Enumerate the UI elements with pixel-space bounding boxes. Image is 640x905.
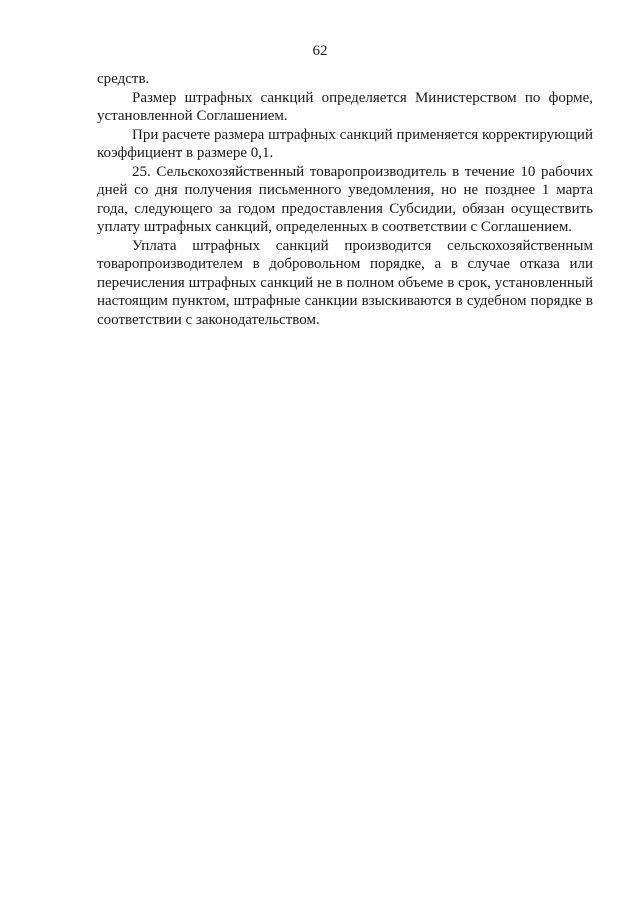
page-number: 62 bbox=[312, 43, 328, 59]
paragraph-continuation: средств. bbox=[97, 71, 150, 87]
paragraph-payment: Уплата штрафных санкций производится сельскохозяйственным товаропроизводителем в добровольном порядке, а в случае отказа или перечисления штрафных санкций не в полном объеме в срок, установленный настоящим пунктом, штрафные санкции взыскиваются в судебном порядке в соответствии с законодательством. bbox=[97, 237, 593, 328]
paragraph-correction-coefficient: При расчете размера штрафных санкций применяется корректирующий коэффициент в размере 0,1. bbox=[97, 126, 593, 161]
paragraph-item-25: 25. Сельскохозяйственный товаропроизводитель в течение 10 рабочих дней со дня получения письменного уведомления, но не позднее 1 марта года, следующего за годом предоставления Субсидии, обязан осуществить уплату штрафных санкций, определенных в соответствии с Соглашением. bbox=[97, 163, 593, 235]
paragraph-penalty-size: Размер штрафных санкций определяется Министерством по форме, установленной Соглашением. bbox=[97, 89, 593, 124]
document-body bbox=[97, 70, 593, 329]
